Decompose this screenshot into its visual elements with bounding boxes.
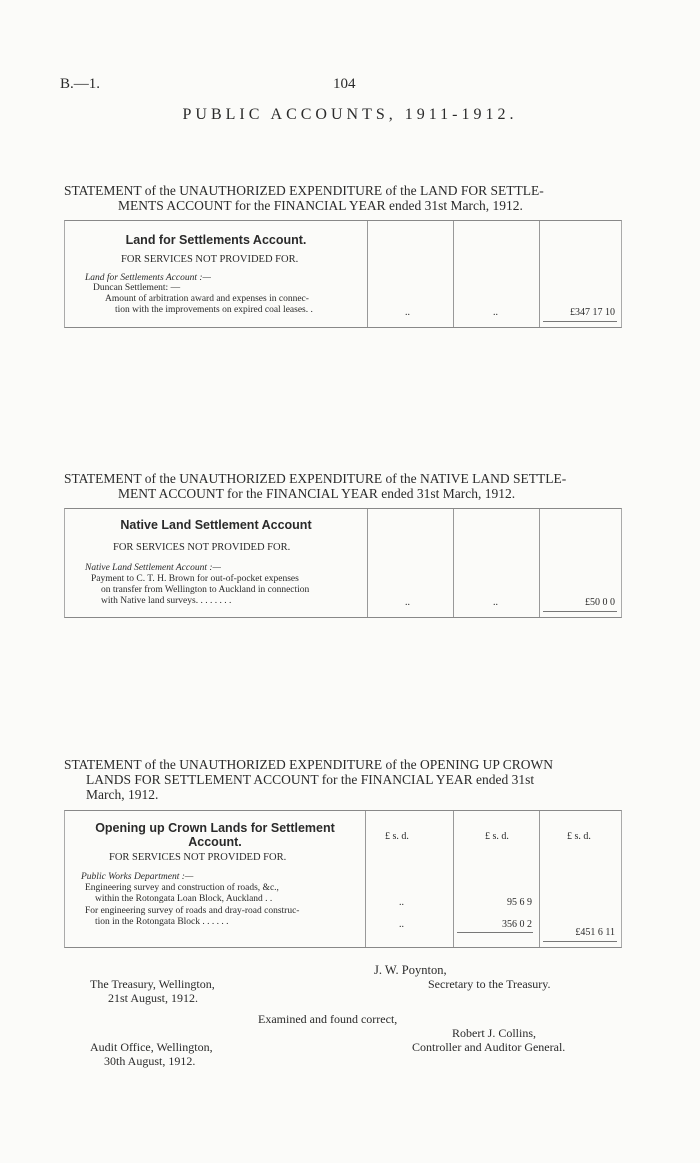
- treasury-date: 21st August, 1912.: [108, 991, 199, 1005]
- treasury-place: The Treasury, Wellington,: [90, 977, 215, 991]
- statement-heading-1: [64, 183, 620, 213]
- services-label: FOR SERVICES NOT PROVIDED FOR.: [113, 542, 291, 553]
- examined-note: Examined and found correct,: [258, 1012, 398, 1026]
- signer-name: [374, 963, 447, 977]
- account-title: Land for Settlements Account.: [125, 233, 307, 247]
- item-description: Payment to C. T. H. Brown for out-of-pocket expenses: [91, 574, 299, 584]
- account-table-1: [64, 220, 622, 328]
- dots-placeholder: ..: [405, 307, 410, 318]
- dots-placeholder: ..: [399, 919, 404, 930]
- item-description: For engineering survey of roads and dray-road construc-: [85, 906, 300, 916]
- account-title-line: Opening up Crown Lands for Settlement: [95, 821, 335, 835]
- dots-placeholder: ..: [399, 897, 404, 908]
- column-header: £ s. d.: [567, 831, 591, 842]
- signer-name-text: J. W. Poynton,: [374, 963, 447, 977]
- dots-placeholder: ..: [405, 597, 410, 608]
- page-number: 104: [333, 76, 356, 92]
- column-header: £ s. d.: [485, 831, 509, 842]
- total-amount: £347 17 10: [570, 307, 615, 318]
- item-description: tion with the improvements on expired coal leases. .: [115, 305, 313, 315]
- statement-heading-line: STATEMENT of the UNAUTHORIZED EXPENDITURE of the NATIVE LAND SETTLE-: [64, 471, 567, 486]
- account-table-3: [64, 810, 622, 948]
- account-title-line: Account.: [188, 835, 242, 849]
- signer-title: Secretary to the Treasury.: [428, 977, 551, 991]
- services-label: FOR SERVICES NOT PROVIDED FOR.: [109, 852, 287, 863]
- statement-heading-line: MENT ACCOUNT for the FINANCIAL YEAR ended 31st March, 1912.: [118, 486, 516, 501]
- item-description: on transfer from Wellington to Auckland in connection: [101, 585, 310, 595]
- item-description: tion in the Rotongata Block . . . . . .: [95, 917, 229, 927]
- dots-placeholder: ..: [493, 597, 498, 608]
- signer-title: Controller and Auditor General.: [412, 1040, 566, 1054]
- report-reference: B.—1.: [60, 76, 101, 92]
- total-amount: £451 6 11: [575, 927, 615, 938]
- item-description: Engineering survey and construction of roads, &c.,: [85, 883, 279, 893]
- statement-heading-line: LANDS FOR SETTLEMENT ACCOUNT for the FINANCIAL YEAR ended 31st: [86, 772, 535, 787]
- audit-place: Audit Office, Wellington,: [90, 1040, 213, 1054]
- column-header: £ s. d.: [385, 831, 409, 842]
- account-table-2: [64, 508, 622, 618]
- account-title: [71, 821, 359, 849]
- department-label: Public Works Department :—: [81, 872, 194, 882]
- audit-date: 30th August, 1912.: [104, 1054, 196, 1068]
- statement-heading-3: [64, 757, 620, 802]
- department-label: Native Land Settlement Account :—: [85, 563, 221, 573]
- statement-heading-line: MENTS ACCOUNT for the FINANCIAL YEAR ended 31st March, 1912.: [118, 198, 523, 213]
- page-title: PUBLIC ACCOUNTS, 1911-1912.: [182, 106, 518, 123]
- statement-heading-line: STATEMENT of the UNAUTHORIZED EXPENDITURE of the OPENING UP CROWN: [64, 757, 553, 772]
- dots-placeholder: ..: [493, 307, 498, 318]
- services-label: FOR SERVICES NOT PROVIDED FOR.: [121, 254, 299, 265]
- department-label: Land for Settlements Account :—: [85, 273, 211, 283]
- statement-heading-line: March, 1912.: [86, 787, 159, 802]
- statement-heading-2: [64, 471, 620, 501]
- signer-name: Robert J. Collins,: [452, 1026, 537, 1040]
- sub-account-label: Duncan Settlement: —: [93, 283, 181, 293]
- item-description: Amount of arbitration award and expenses in connec-: [105, 294, 309, 304]
- account-title: Native Land Settlement Account: [120, 518, 312, 532]
- line-amount: 95 6 9: [507, 897, 532, 908]
- item-description: within the Rotongata Loan Block, Auckland . .: [95, 894, 273, 904]
- total-amount: £50 0 0: [585, 597, 615, 608]
- line-amount: 356 0 2: [502, 919, 532, 930]
- statement-heading-line: STATEMENT of the UNAUTHORIZED EXPENDITURE of the LAND FOR SETTLE-: [64, 183, 544, 198]
- item-description: with Native land surveys. . . . . . . .: [101, 596, 232, 606]
